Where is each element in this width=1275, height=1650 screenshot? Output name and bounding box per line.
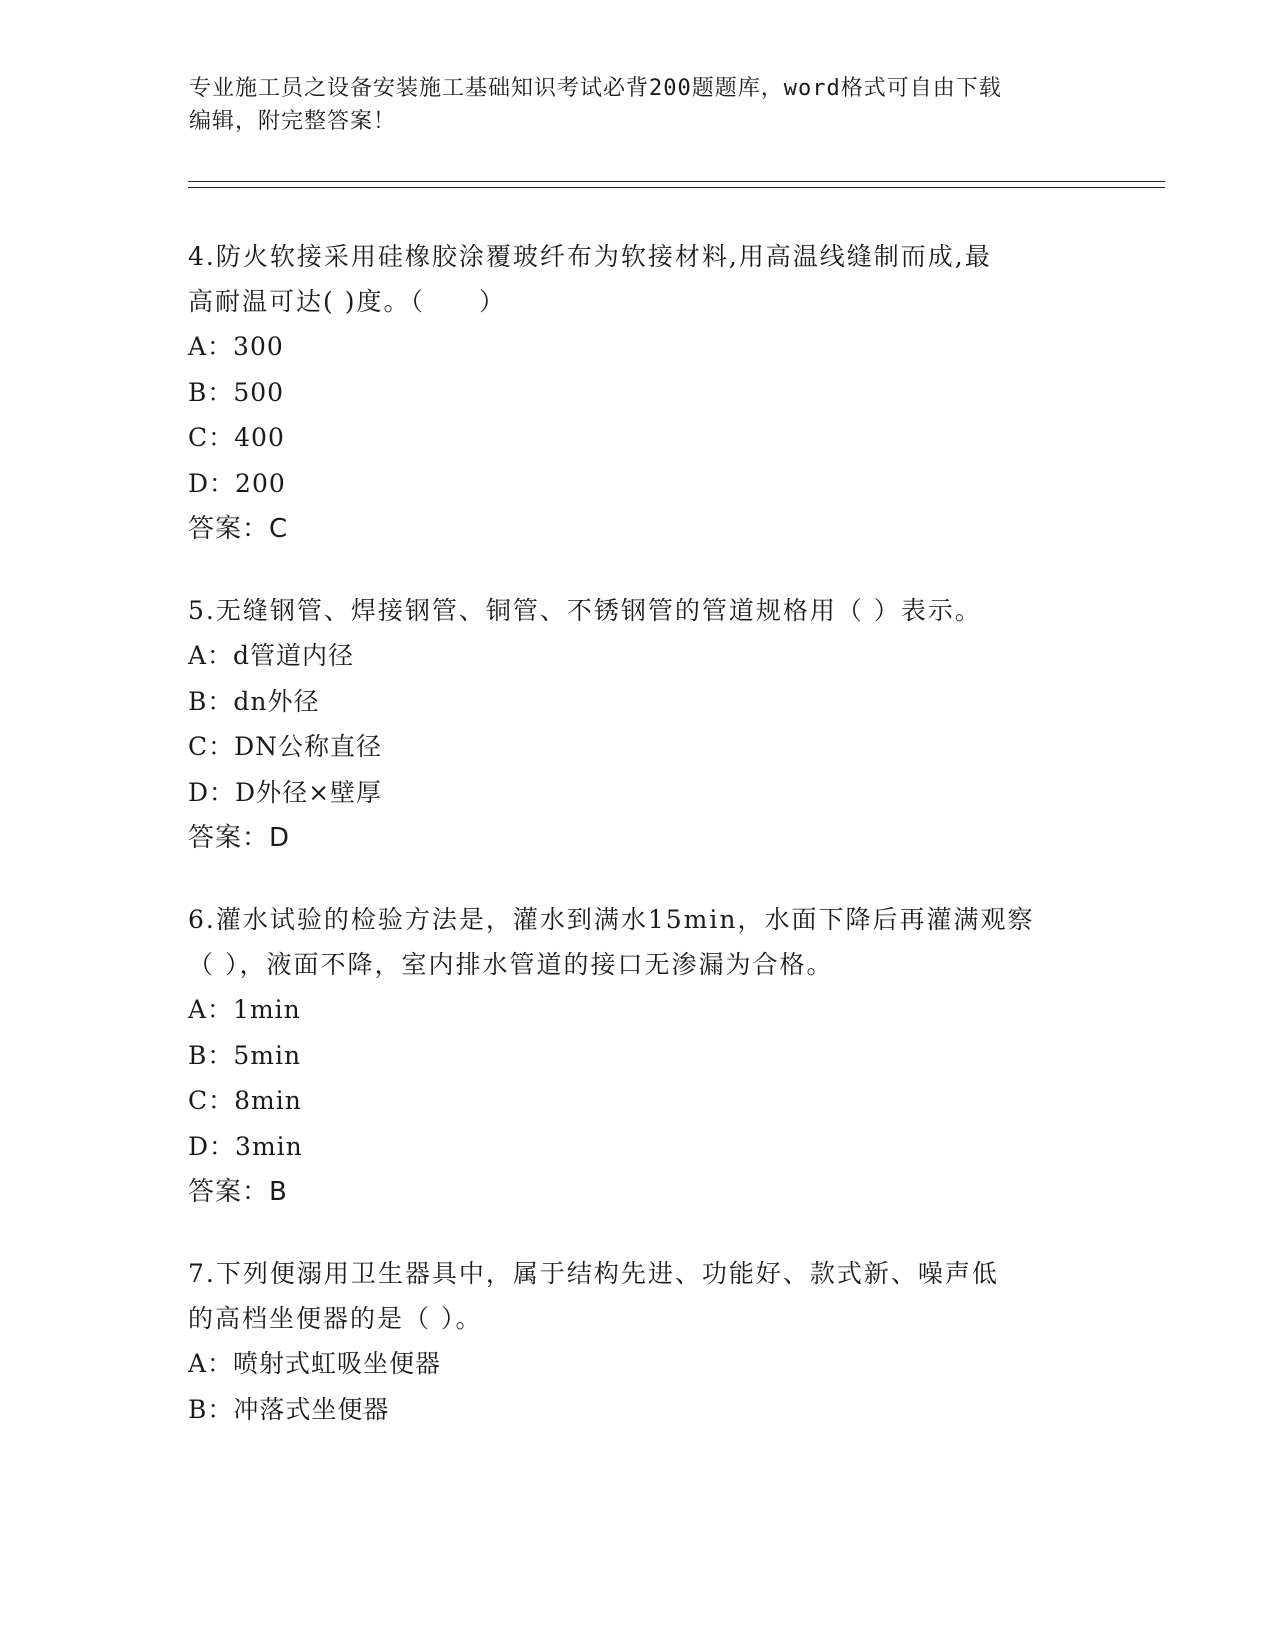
option-b: B：dn外径 [188,686,320,716]
option-b: B：冲落式坐便器 [188,1394,390,1424]
option-a: A：300 [188,332,284,361]
question-text-line: （ ），液面不降，室内排水管道的接口无渗漏为合格。 [188,950,834,979]
question-7 [188,1251,1088,1432]
option-a: A：d管道内径 [188,641,355,670]
option-d: D：D外径×壁厚 [188,777,383,807]
answer-label: 答案：C [188,514,289,544]
question-text-line: 6.灌水试验的检验方法是，灌水到满水15min，水面下降后再灌满观察 [188,905,1035,934]
option-c: C：400 [188,423,285,452]
document-title [189,72,1089,138]
question-text-line: 7.下列便溺用卫生器具中，属于结构先进、功能好、款式新、噪声低 [188,1259,999,1288]
option-c: C：8min [188,1086,302,1115]
option-d: D：200 [188,468,286,498]
option-b: B：500 [188,377,285,407]
title-line-1: 专业施工员之设备安装施工基础知识考试必背200题题库，word格式可自由下载 [189,76,1002,101]
option-a: A：1min [188,995,301,1024]
question-text-line: 4.防火软接采用硅橡胶涂覆玻纤布为软接材料,用高温线缝制而成,最 [188,242,992,271]
question-text-line: 高耐温可达( )度。（ ） [188,287,506,316]
question-text-line: 的高档坐便器的是（ ）。 [188,1304,483,1333]
option-b: B：5min [188,1040,302,1070]
option-d: D：3min [188,1131,303,1161]
header-divider [188,181,1165,188]
option-c: C：DN公称直径 [188,732,383,761]
question-6 [188,897,1088,1215]
question-5 [188,588,1088,861]
answer-label: 答案：D [188,823,291,853]
question-text-line: 5.无缝钢管、焊接钢管、铜管、不锈钢管的管道规格用（ ）表示。 [188,596,982,625]
option-a: A：喷射式虹吸坐便器 [188,1349,442,1378]
question-list [188,234,1088,1468]
title-line-2: 编辑，附完整答案！ [189,109,397,134]
question-4 [188,234,1088,552]
answer-label: 答案：B [188,1177,288,1207]
